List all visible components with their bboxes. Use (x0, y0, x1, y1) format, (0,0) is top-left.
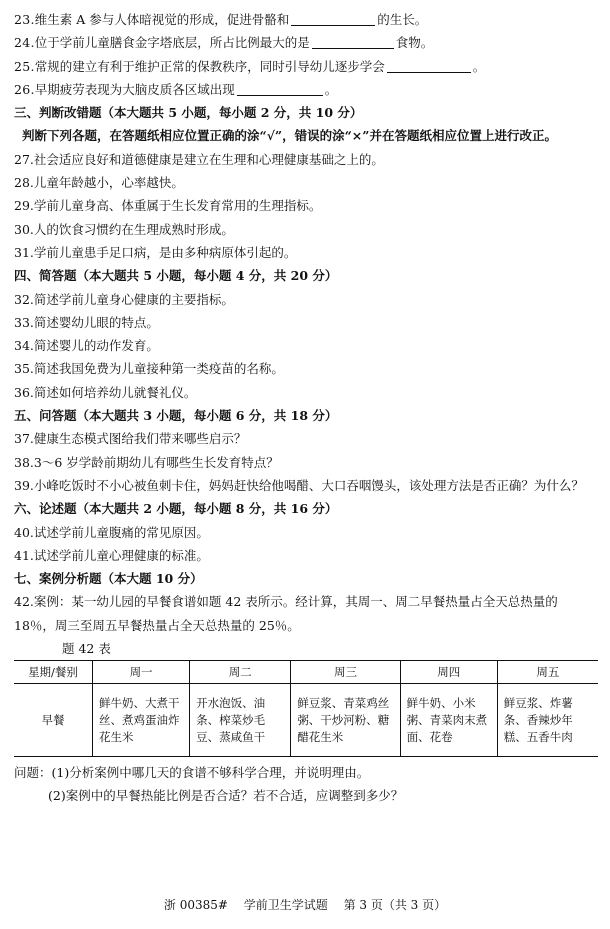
question-40: 40.试述学前儿童腹痛的常见原因。 (14, 524, 209, 540)
question-41: 41.试述学前儿童心理健康的标准。 (14, 547, 209, 563)
menu-table (14, 660, 598, 757)
question-27: 27.社会适应良好和道德健康是建立在生理和心理健康基础之上的。 (14, 151, 384, 167)
table-row (14, 684, 598, 757)
question-42: 42.案例：某一幼儿园的早餐食谱如题 42 表所示。经计算，其周一、周二早餐热量占全天总热量的 18％，周三至周五早餐热量占全天总热量的 25％。 (14, 594, 558, 633)
header-cell: 周二 (190, 661, 291, 684)
question-35: 35.简述我国免费为儿童接种第一类疫苗的名称。 (14, 361, 284, 377)
table-title: 题 42 表 (62, 641, 111, 657)
question-26: 26.早期疲劳表现为大脑皮质各区域出现 。 (14, 81, 338, 97)
row-label: 早餐 (14, 684, 93, 757)
question-38: 38.3～6 岁学龄前期幼儿有哪些生长发育特点？ (14, 454, 279, 470)
menu-cell-monday: 鲜牛奶、大煮干丝、煮鸡蛋油炸花生米 (93, 684, 190, 757)
question-36: 36.简述如何培养幼儿就餐礼仪。 (14, 384, 197, 400)
question-34: 34.简述婴儿的动作发育。 (14, 338, 159, 354)
question-31: 31.学前儿童患手足口病，是由多种病原体引起的。 (14, 244, 297, 260)
section-6-heading: 六、论述题（本大题共 2 小题，每小题 8 分，共 16 分） (14, 501, 338, 517)
question-42-part-1: 问题：(1)分析案例中哪几天的食谱不够科学合理，并说明理由。 (14, 765, 370, 781)
question-37: 37.健康生态模式图给我们带来哪些启示？ (14, 431, 247, 447)
question-32: 32.简述学前儿童身心健康的主要指标。 (14, 291, 234, 307)
header-cell: 周四 (400, 661, 497, 684)
page-number: 第 3 页（共 3 页） (343, 898, 447, 912)
header-cell: 周三 (291, 661, 400, 684)
answer-blank[interactable] (237, 81, 323, 96)
question-39: 39.小峰吃饭时不小心被鱼刺卡住，妈妈赶快给他喝醋、大口吞咽馒头，该处理方法是否正确？为什么？ (14, 477, 584, 493)
page-footer (0, 896, 610, 913)
exam-code: 浙 00385# (163, 898, 228, 912)
menu-cell-wednesday: 鲜豆浆、青菜鸡丝粥、干炒河粉、糖醋花生米 (291, 684, 400, 757)
exam-title: 学前卫生学试题 (243, 898, 328, 912)
menu-cell-tuesday: 开水泡饭、油条、榨菜炒毛豆、蒸咸鱼干 (190, 684, 291, 757)
question-25: 25.常规的建立有利于维护正常的保教秩序，同时引导幼儿逐步学会 。 (14, 58, 486, 74)
section-3-heading: 三、判断改错题（本大题共 5 小题，每小题 2 分，共 10 分） (14, 105, 363, 121)
header-cell: 星期/餐别 (14, 661, 93, 684)
section-7-heading: 七、案例分析题（本大题 10 分） (14, 571, 203, 587)
menu-cell-thursday: 鲜牛奶、小米粥、青菜肉末煮面、花卷 (400, 684, 497, 757)
header-cell: 周五 (497, 661, 598, 684)
answer-blank[interactable] (387, 58, 471, 73)
section-5-heading: 五、问答题（本大题共 3 小题，每小题 6 分，共 18 分） (14, 408, 338, 424)
table-header-row (14, 661, 598, 684)
question-33: 33.简述婴幼儿眼的特点。 (14, 314, 159, 330)
answer-blank[interactable] (291, 11, 375, 26)
question-42-part-2: (2)案例中的早餐热能比例是否合适？若不合适，应调整到多少？ (48, 788, 404, 804)
menu-cell-friday: 鲜豆浆、炸薯条、香辣炒年糕、五香牛肉 (497, 684, 598, 757)
question-28: 28.儿童年龄越小，心率越快。 (14, 175, 184, 191)
question-30: 30.人的饮食习惯约在生理成熟时形成。 (14, 221, 234, 237)
question-29: 29.学前儿童身高、体重属于生长发育常用的生理指标。 (14, 198, 322, 214)
question-23: 23.维生素 A 参与人体暗视觉的形成，促进骨骼和 的生长。 (14, 12, 428, 27)
section-4-heading: 四、简答题（本大题共 5 小题，每小题 4 分，共 20 分） (14, 268, 338, 284)
question-24: 24.位于学前儿童膳食金字塔底层，所占比例最大的是 食物。 (14, 35, 434, 51)
header-cell: 周一 (93, 661, 190, 684)
section-3-instruction: 判断下列各题，在答题纸相应位置正确的涂“√”，错误的涂“×”并在答题纸相应位置上进行改正。 (22, 128, 557, 144)
answer-blank[interactable] (312, 34, 394, 49)
